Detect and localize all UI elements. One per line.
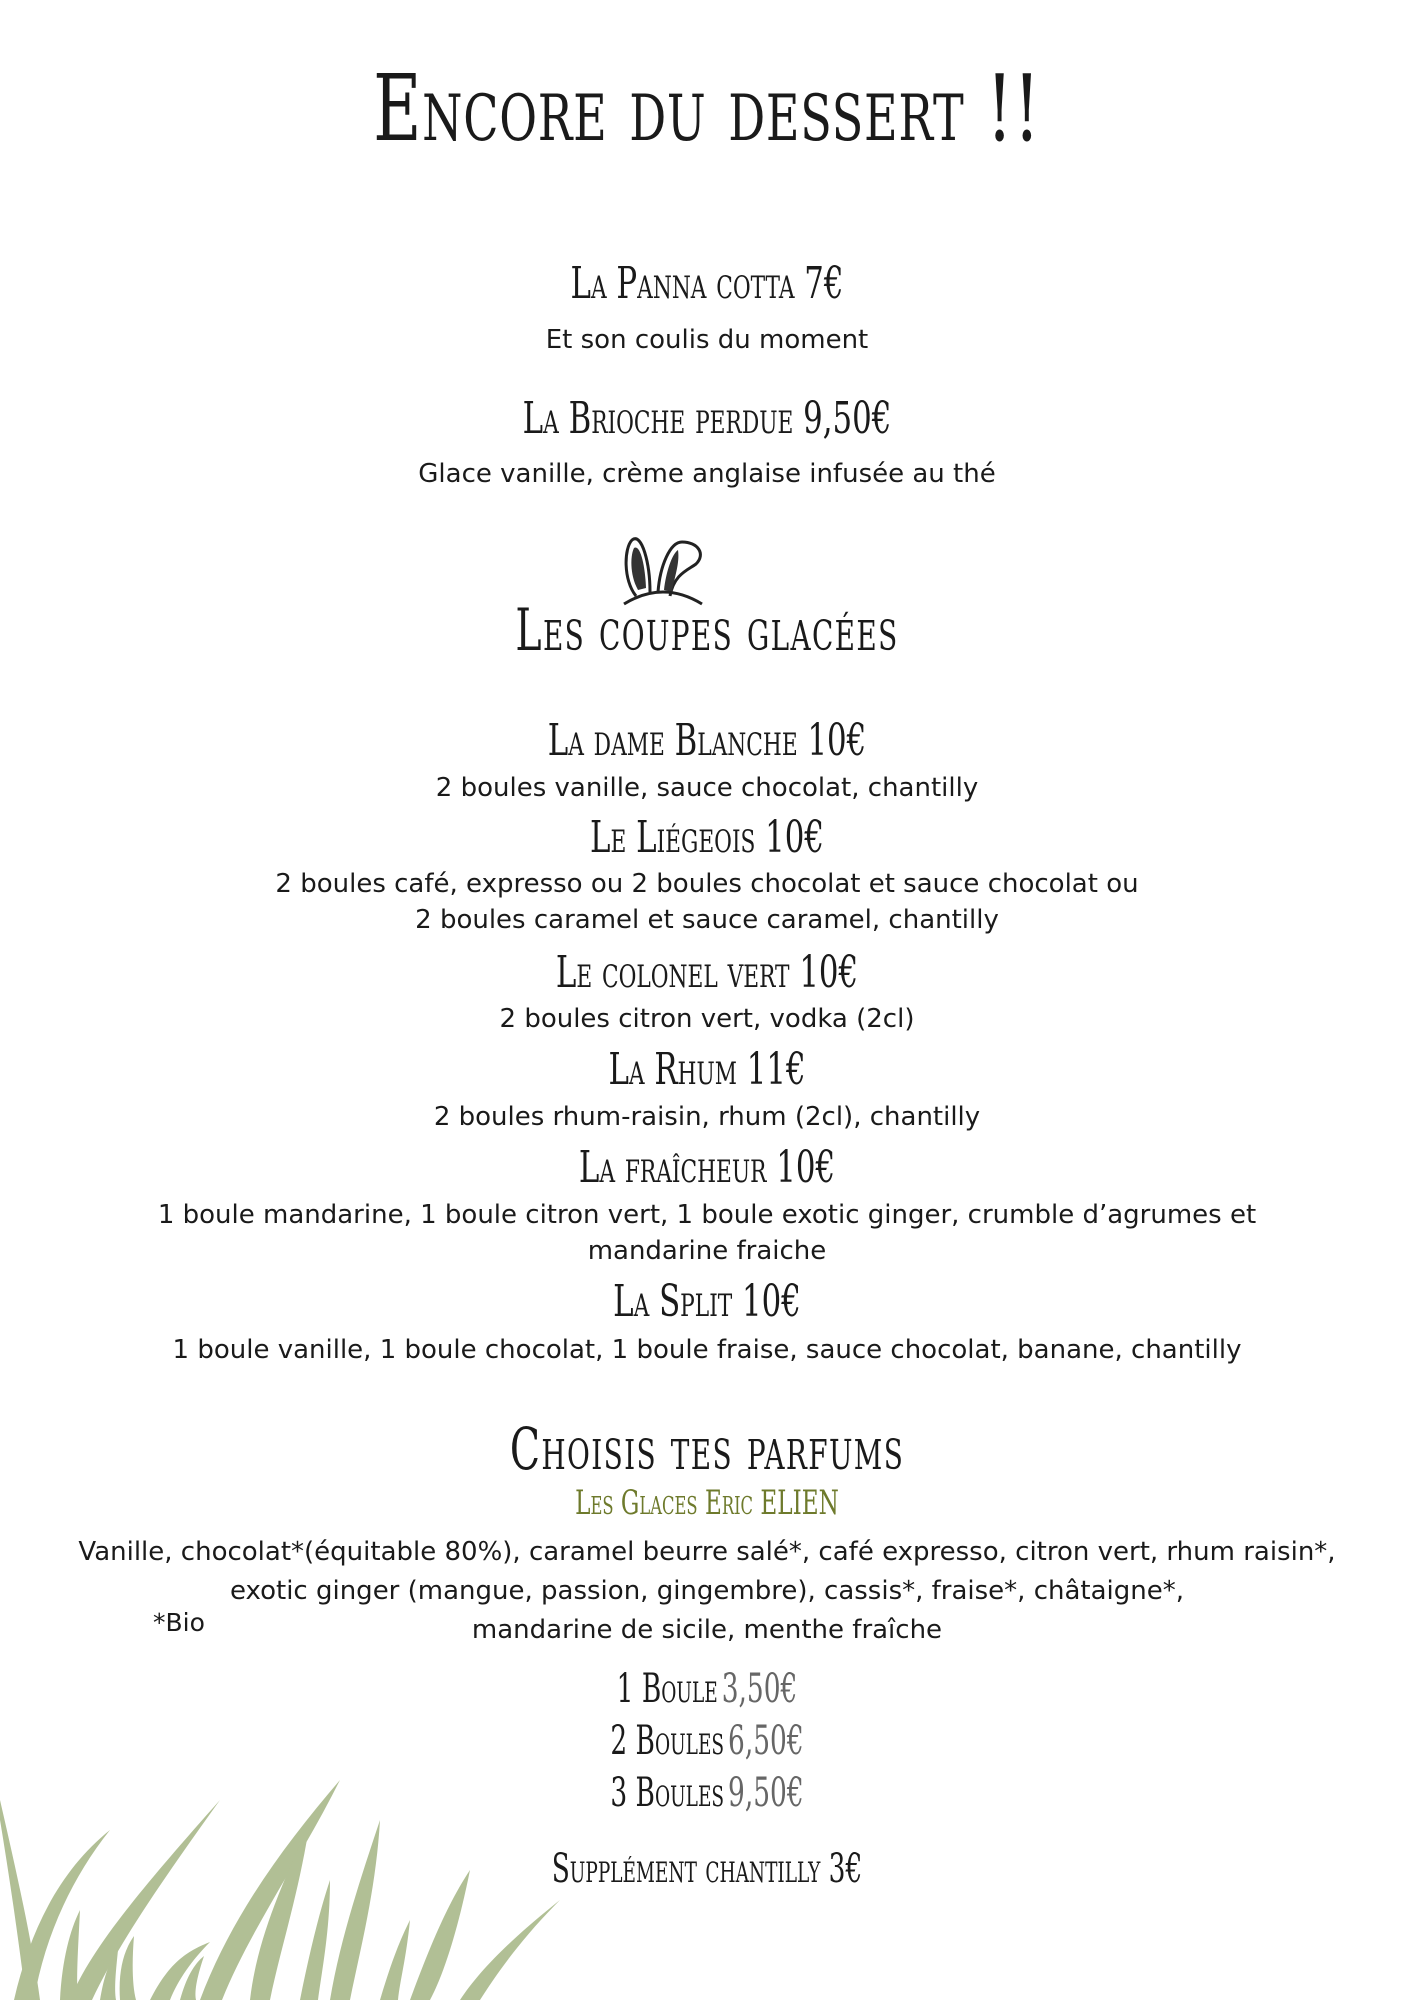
coupe-dame-blanche-desc: 2 boules vanille, sauce chocolat, chantilly [435,773,979,803]
coupes-section-title: Les coupes glacées [515,596,899,664]
page-title: Encore du dessert !! [373,55,1041,162]
bio-note: *Bio [153,1608,205,1637]
coupe-dame-blanche-name: La dame Blanche 10€ [547,715,867,766]
dessert-brioche-name: La Brioche perdue 9,50€ [522,393,892,444]
price-1-boule-label: 1 Boule [616,1666,718,1712]
dessert-panna-cotta-desc: Et son coulis du moment [545,325,869,355]
price-2-boules-value: 6,50€ [728,1718,804,1764]
grass-decoration-icon [0,1760,580,2000]
dessert-panna-cotta-name: La Panna cotta 7€ [570,258,844,309]
supplement-chantilly: Supplément chantilly 3€ [551,1846,863,1892]
brand-name: Les Glaces Eric ELIEN [575,1483,839,1523]
coupe-fraicheur-name: La fraîcheur 10€ [578,1142,836,1193]
coupe-split-desc: 1 boule vanille, 1 boule chocolat, 1 boule fraise, sauce chocolat, banane, chantilly [172,1335,1242,1365]
parfums-line-3: mandarine de sicile, menthe fraîche [471,1615,943,1645]
dessert-brioche-desc: Glace vanille, crème anglaise infusée au thé [418,459,996,489]
coupe-fraicheur-desc-line-1: 1 boule mandarine, 1 boule citron vert, 1 boule exotic ginger, crumble d’agrumes et [157,1200,1257,1230]
coupe-rhum-desc: 2 boules rhum-raisin, rhum (2cl), chantilly [433,1102,981,1132]
price-3-boules-label: 3 Boules [610,1770,725,1816]
price-1-boule [240,1666,1173,1712]
coupe-split-name: La Split 10€ [613,1276,801,1327]
parfums-line-1: Vanille, chocolat*(équitable 80%), caramel beurre salé*, café expresso, citron vert, rhum raisin*, [78,1537,1336,1567]
parfums-section-title: Choisis tes parfums [509,1415,905,1483]
coupe-colonel-vert-desc: 2 boules citron vert, vodka (2cl) [499,1004,915,1034]
coupe-liegeois-desc-line-2: 2 boules caramel et sauce caramel, chantilly [415,905,999,935]
coupe-liegeois-name: Le Liégeois 10€ [590,812,824,863]
coupe-rhum-name: La Rhum 11€ [608,1044,806,1095]
coupe-fraicheur-desc-line-2: mandarine fraiche [587,1236,827,1266]
price-1-boule-value: 3,50€ [721,1666,798,1712]
price-3-boules-value: 9,50€ [728,1770,804,1816]
coupe-colonel-vert-name: Le colonel vert 10€ [555,947,859,998]
coupe-liegeois-desc-line-1: 2 boules café, expresso ou 2 boules chocolat et sauce chocolat ou [275,869,1139,899]
price-2-boules [240,1718,1173,1764]
parfums-line-2: exotic ginger (mangue, passion, gingembre), cassis*, fraise*, châtaigne*, [229,1576,1185,1606]
price-2-boules-label: 2 Boules [610,1718,725,1764]
